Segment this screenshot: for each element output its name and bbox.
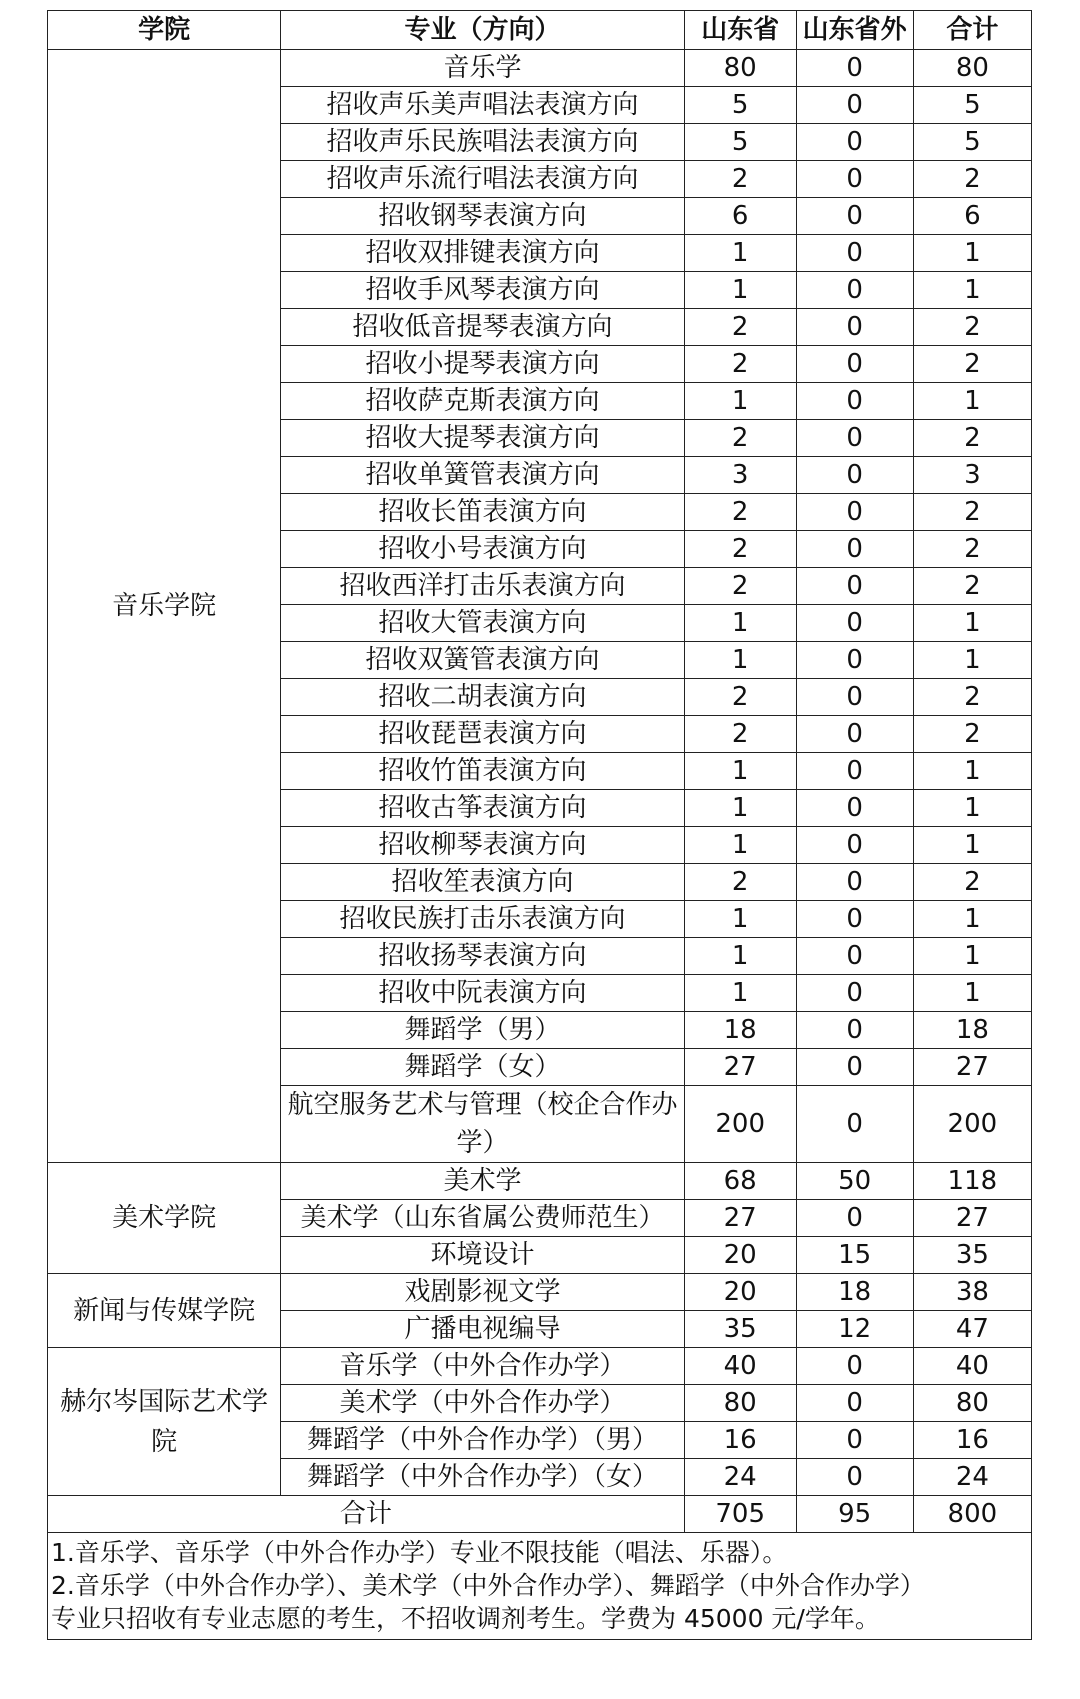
shandong-cell: 1 — [684, 605, 796, 642]
outside-cell: 0 — [796, 1200, 913, 1237]
shandong-cell: 80 — [684, 1385, 796, 1422]
outside-cell: 0 — [796, 901, 913, 938]
outside-cell: 0 — [796, 1385, 913, 1422]
college-cell: 新闻与传媒学院 — [48, 1274, 281, 1348]
shandong-cell: 1 — [684, 235, 796, 272]
major-cell: 环境设计 — [281, 1237, 685, 1274]
outside-cell: 0 — [796, 1012, 913, 1049]
total-cell: 3 — [913, 457, 1031, 494]
summary-outside: 95 — [796, 1496, 913, 1533]
total-cell: 1 — [913, 827, 1031, 864]
total-cell: 1 — [913, 975, 1031, 1012]
major-cell: 招收双排键表演方向 — [281, 235, 685, 272]
table-row — [48, 50, 1032, 87]
outside-cell: 0 — [796, 198, 913, 235]
shandong-cell: 20 — [684, 1237, 796, 1274]
outside-cell: 0 — [796, 346, 913, 383]
total-cell: 1 — [913, 605, 1031, 642]
major-cell: 招收大管表演方向 — [281, 605, 685, 642]
major-cell: 招收双簧管表演方向 — [281, 642, 685, 679]
outside-cell: 0 — [796, 975, 913, 1012]
major-cell: 招收单簧管表演方向 — [281, 457, 685, 494]
major-cell: 招收小号表演方向 — [281, 531, 685, 568]
major-cell: 招收扬琴表演方向 — [281, 938, 685, 975]
major-cell: 音乐学 — [281, 50, 685, 87]
header-major: 专业（方向） — [281, 11, 685, 50]
shandong-cell: 2 — [684, 346, 796, 383]
shandong-cell: 2 — [684, 161, 796, 198]
major-cell: 招收琵琶表演方向 — [281, 716, 685, 753]
total-cell: 1 — [913, 235, 1031, 272]
major-cell: 招收声乐流行唱法表演方向 — [281, 161, 685, 198]
major-cell: 美术学 — [281, 1163, 685, 1200]
outside-cell: 0 — [796, 124, 913, 161]
shandong-cell: 1 — [684, 790, 796, 827]
outside-cell: 0 — [796, 753, 913, 790]
total-cell: 1 — [913, 642, 1031, 679]
total-cell: 27 — [913, 1200, 1031, 1237]
major-cell: 招收柳琴表演方向 — [281, 827, 685, 864]
total-cell: 5 — [913, 87, 1031, 124]
outside-cell: 50 — [796, 1163, 913, 1200]
shandong-cell: 2 — [684, 716, 796, 753]
total-cell: 2 — [913, 494, 1031, 531]
shandong-cell: 2 — [684, 494, 796, 531]
shandong-cell: 1 — [684, 975, 796, 1012]
major-cell: 美术学（山东省属公费师范生） — [281, 1200, 685, 1237]
shandong-cell: 5 — [684, 87, 796, 124]
outside-cell: 0 — [796, 420, 913, 457]
total-cell: 200 — [913, 1086, 1031, 1163]
notes-row — [48, 1533, 1032, 1640]
outside-cell: 0 — [796, 87, 913, 124]
total-cell: 2 — [913, 716, 1031, 753]
major-cell: 招收民族打击乐表演方向 — [281, 901, 685, 938]
major-cell: 招收萨克斯表演方向 — [281, 383, 685, 420]
major-cell: 招收钢琴表演方向 — [281, 198, 685, 235]
total-cell: 1 — [913, 790, 1031, 827]
outside-cell: 0 — [796, 568, 913, 605]
total-cell: 47 — [913, 1311, 1031, 1348]
outside-cell: 18 — [796, 1274, 913, 1311]
notes-cell — [48, 1533, 1032, 1640]
shandong-cell: 2 — [684, 864, 796, 901]
major-cell: 舞蹈学（男） — [281, 1012, 685, 1049]
major-cell: 美术学（中外合作办学） — [281, 1385, 685, 1422]
shandong-cell: 3 — [684, 457, 796, 494]
major-cell: 音乐学（中外合作办学） — [281, 1348, 685, 1385]
outside-cell: 15 — [796, 1237, 913, 1274]
major-cell: 招收笙表演方向 — [281, 864, 685, 901]
shandong-cell: 2 — [684, 679, 796, 716]
table-row — [48, 1348, 1032, 1385]
shandong-cell: 40 — [684, 1348, 796, 1385]
total-cell: 40 — [913, 1348, 1031, 1385]
enrollment-table — [47, 10, 1032, 1640]
total-cell: 2 — [913, 568, 1031, 605]
shandong-cell: 16 — [684, 1422, 796, 1459]
major-cell: 招收低音提琴表演方向 — [281, 309, 685, 346]
total-cell: 18 — [913, 1012, 1031, 1049]
outside-cell: 0 — [796, 716, 913, 753]
total-cell: 24 — [913, 1459, 1031, 1496]
total-cell: 1 — [913, 383, 1031, 420]
outside-cell: 0 — [796, 605, 913, 642]
outside-cell: 0 — [796, 1049, 913, 1086]
outside-cell: 0 — [796, 161, 913, 198]
enrollment-plan-sheet — [47, 10, 1032, 1640]
header-total: 合计 — [913, 11, 1031, 50]
total-cell: 1 — [913, 901, 1031, 938]
total-cell: 35 — [913, 1237, 1031, 1274]
shandong-cell: 2 — [684, 309, 796, 346]
outside-cell: 0 — [796, 642, 913, 679]
major-cell: 招收古筝表演方向 — [281, 790, 685, 827]
major-cell: 招收二胡表演方向 — [281, 679, 685, 716]
summary-shandong: 705 — [684, 1496, 796, 1533]
total-cell: 2 — [913, 531, 1031, 568]
outside-cell: 0 — [796, 531, 913, 568]
total-cell: 38 — [913, 1274, 1031, 1311]
outside-cell: 12 — [796, 1311, 913, 1348]
header-outside: 山东省外 — [796, 11, 913, 50]
outside-cell: 0 — [796, 309, 913, 346]
total-cell: 6 — [913, 198, 1031, 235]
outside-cell: 0 — [796, 457, 913, 494]
total-cell: 27 — [913, 1049, 1031, 1086]
shandong-cell: 6 — [684, 198, 796, 235]
major-cell: 招收竹笛表演方向 — [281, 753, 685, 790]
major-cell: 招收声乐美声唱法表演方向 — [281, 87, 685, 124]
shandong-cell: 35 — [684, 1311, 796, 1348]
shandong-cell: 68 — [684, 1163, 796, 1200]
major-cell: 招收长笛表演方向 — [281, 494, 685, 531]
outside-cell: 0 — [796, 494, 913, 531]
shandong-cell: 24 — [684, 1459, 796, 1496]
shandong-cell: 5 — [684, 124, 796, 161]
shandong-cell: 80 — [684, 50, 796, 87]
outside-cell: 0 — [796, 790, 913, 827]
outside-cell: 0 — [796, 679, 913, 716]
shandong-cell: 1 — [684, 642, 796, 679]
major-cell: 招收西洋打击乐表演方向 — [281, 568, 685, 605]
shandong-cell: 2 — [684, 568, 796, 605]
total-cell: 5 — [913, 124, 1031, 161]
outside-cell: 0 — [796, 1348, 913, 1385]
outside-cell: 0 — [796, 235, 913, 272]
header-row — [48, 11, 1032, 50]
total-cell: 80 — [913, 50, 1031, 87]
college-cell: 美术学院 — [48, 1163, 281, 1274]
shandong-cell: 1 — [684, 272, 796, 309]
major-cell: 舞蹈学（中外合作办学）（男） — [281, 1422, 685, 1459]
outside-cell: 0 — [796, 1086, 913, 1163]
note-line: 2.音乐学（中外合作办学）、美术学（中外合作办学）、舞蹈学（中外合作办学） — [51, 1571, 925, 1600]
outside-cell: 0 — [796, 1459, 913, 1496]
major-cell: 招收小提琴表演方向 — [281, 346, 685, 383]
note-line: 1.音乐学、音乐学（中外合作办学）专业不限技能（唱法、乐器）。 — [51, 1538, 788, 1567]
major-cell: 舞蹈学（中外合作办学）（女） — [281, 1459, 685, 1496]
shandong-cell: 1 — [684, 827, 796, 864]
total-cell: 2 — [913, 346, 1031, 383]
total-cell: 80 — [913, 1385, 1031, 1422]
total-cell: 16 — [913, 1422, 1031, 1459]
total-cell: 1 — [913, 272, 1031, 309]
shandong-cell: 18 — [684, 1012, 796, 1049]
note-line: 专业只招收有专业志愿的考生，不招收调剂考生。学费为 45000 元/学年。 — [51, 1604, 880, 1633]
major-cell: 戏剧影视文学 — [281, 1274, 685, 1311]
summary-row — [48, 1496, 1032, 1533]
shandong-cell: 2 — [684, 420, 796, 457]
shandong-cell: 27 — [684, 1049, 796, 1086]
major-cell: 广播电视编导 — [281, 1311, 685, 1348]
outside-cell: 0 — [796, 1422, 913, 1459]
college-cell: 赫尔岑国际艺术学院 — [48, 1348, 281, 1496]
shandong-cell: 200 — [684, 1086, 796, 1163]
major-cell: 招收大提琴表演方向 — [281, 420, 685, 457]
summary-total: 800 — [913, 1496, 1031, 1533]
shandong-cell: 2 — [684, 531, 796, 568]
major-cell: 招收手风琴表演方向 — [281, 272, 685, 309]
major-cell: 舞蹈学（女） — [281, 1049, 685, 1086]
shandong-cell: 1 — [684, 383, 796, 420]
shandong-cell: 20 — [684, 1274, 796, 1311]
outside-cell: 0 — [796, 864, 913, 901]
total-cell: 118 — [913, 1163, 1031, 1200]
major-cell: 航空服务艺术与管理（校企合作办学） — [281, 1086, 685, 1163]
header-shandong: 山东省 — [684, 11, 796, 50]
shandong-cell: 1 — [684, 938, 796, 975]
total-cell: 1 — [913, 938, 1031, 975]
outside-cell: 0 — [796, 272, 913, 309]
outside-cell: 0 — [796, 827, 913, 864]
total-cell: 2 — [913, 309, 1031, 346]
header-college: 学院 — [48, 11, 281, 50]
shandong-cell: 27 — [684, 1200, 796, 1237]
table-body — [48, 50, 1032, 1496]
total-cell: 1 — [913, 753, 1031, 790]
total-cell: 2 — [913, 161, 1031, 198]
outside-cell: 0 — [796, 938, 913, 975]
major-cell: 招收声乐民族唱法表演方向 — [281, 124, 685, 161]
shandong-cell: 1 — [684, 753, 796, 790]
outside-cell: 0 — [796, 383, 913, 420]
shandong-cell: 1 — [684, 901, 796, 938]
summary-label: 合计 — [48, 1496, 685, 1533]
table-row — [48, 1163, 1032, 1200]
total-cell: 2 — [913, 864, 1031, 901]
college-cell: 音乐学院 — [48, 50, 281, 1163]
major-cell: 招收中阮表演方向 — [281, 975, 685, 1012]
outside-cell: 0 — [796, 50, 913, 87]
total-cell: 2 — [913, 420, 1031, 457]
table-row — [48, 1274, 1032, 1311]
total-cell: 2 — [913, 679, 1031, 716]
